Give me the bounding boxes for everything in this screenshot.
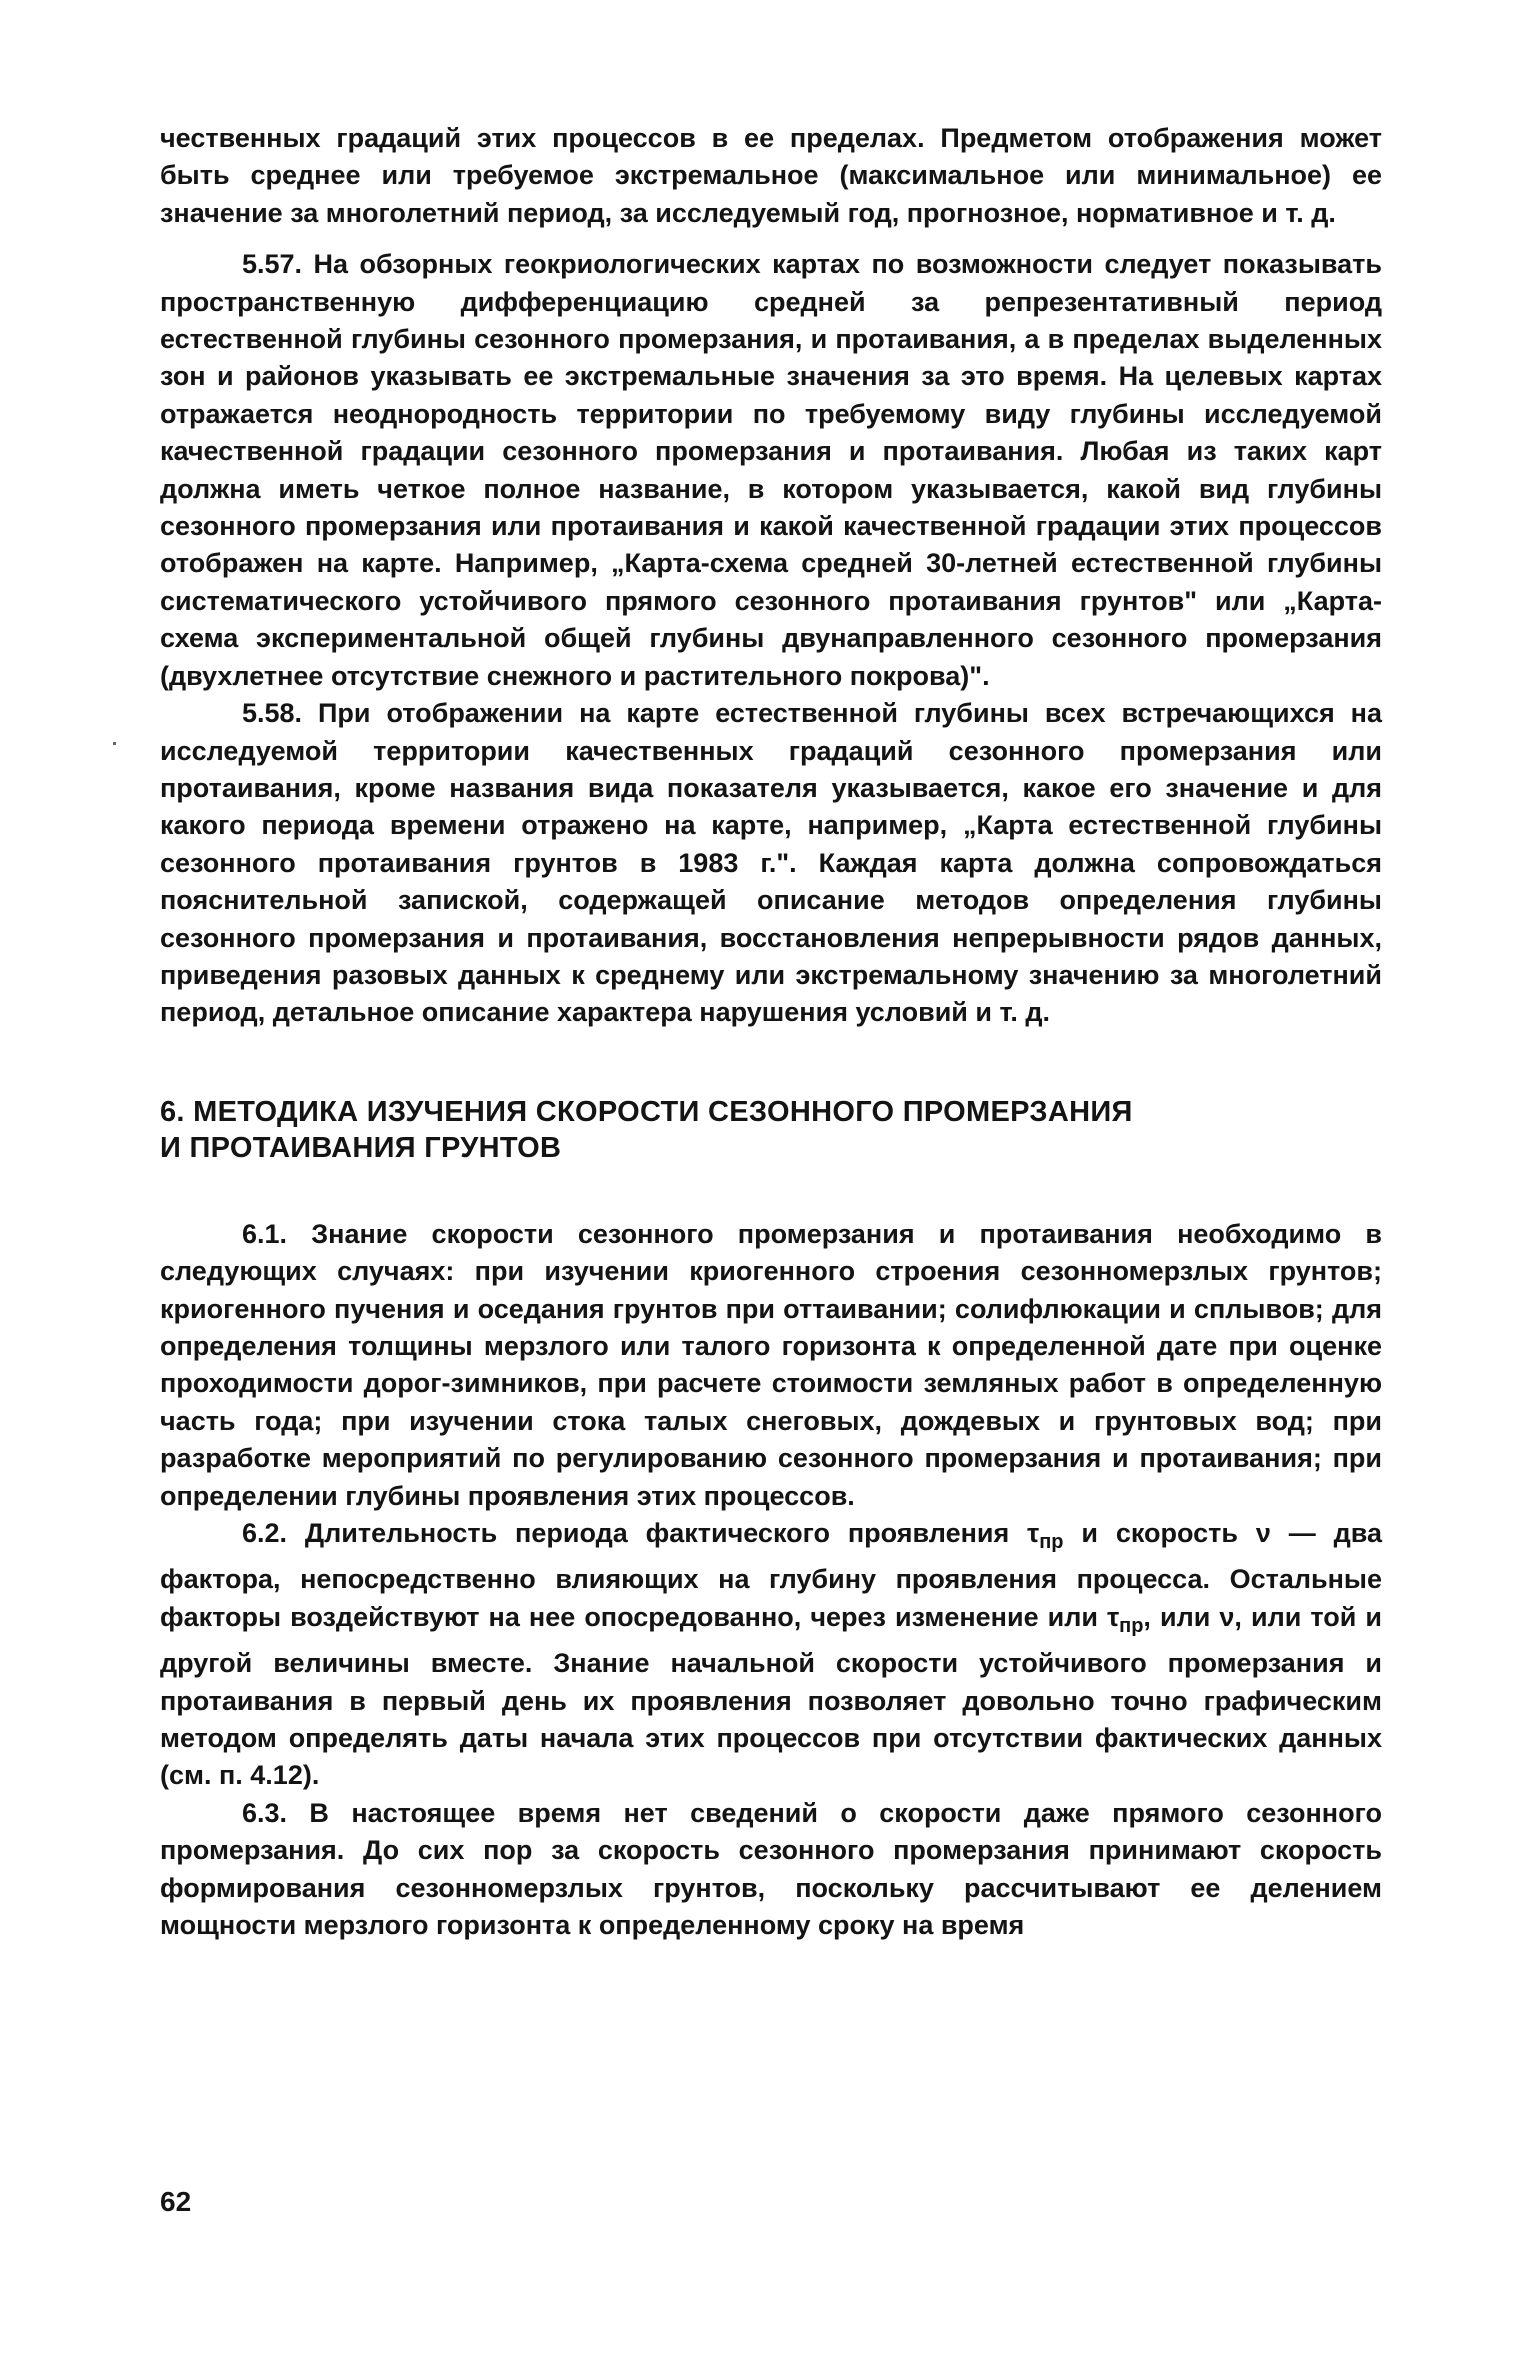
chapter-heading [160, 1094, 1382, 1166]
paragraph-6-3-text: В настоящее время нет сведений о скорости даже прямого сезонного промерзания. До сих пор за скорость сезонного промерзания принимают скорость формирования сезонномерзлых грунтов, поскольку рассчитывают ее делением мощности мерзлого горизонта к определенному сроку на время [160, 1797, 1382, 1941]
paragraph-5-57 [160, 246, 1382, 695]
paragraph-6-2-text-a: Длительность периода фактического проявления τ [287, 1518, 1040, 1548]
paragraph-continuation: чественных градаций этих процессов в ее пределах. Предметом отображения может быть среднее или требуемое экстремальное (максимальное или минимальное) ее значение за многолетний период, за исследуемый год, прогнозное, нормативное и т. д. [160, 123, 1382, 228]
section-number-6-2: 6.2. [242, 1518, 288, 1548]
chapter-heading-line-1: 6. МЕТОДИКА ИЗУЧЕНИЯ СКОРОСТИ СЕЗОННОГО ПРОМЕРЗАНИЯ [160, 1095, 1133, 1128]
page-body [160, 120, 1382, 1944]
subscript-pr-2: пр [1119, 1614, 1144, 1637]
scan-speck [113, 742, 116, 745]
paragraph-5-58 [160, 695, 1382, 1032]
paragraph-6-3 [160, 1795, 1382, 1945]
paragraph-6-2-text-c: , или ν, или той и другой величины вместе. Знание начальной скорости устойчивого промерзания и протаивания в первый день их проявления позволяет довольно точно графическим методом определять даты начала этих процессов при отсутствии фактических данных (см. п. 4.12). [160, 1601, 1382, 1791]
paragraph-6-2 [160, 1515, 1382, 1795]
section-number-5-58: 5.58. [242, 698, 303, 729]
section-number-6-1: 6.1. [242, 1218, 288, 1249]
subscript-pr-1: пр [1039, 1531, 1064, 1553]
section-number-6-3: 6.3. [242, 1797, 288, 1828]
page-number: 62 [160, 2186, 192, 2217]
paragraph-5-57-text: На обзорных геокриологических картах по возможности следует показывать пространственную дифференциацию средней за репрезентативный период естественной глубины сезонного промерзания, и протаивания, а в пределах выделенных зон и районов указывать ее экстремальные значения за это время. На целевых картах отражается неоднородность территории по требуемому виду глубины исследуемой качественной градации сезонного промерзания и протаивания. Любая из таких карт должна иметь четкое полное название, в котором указывается, какой вид глубины сезонного промерзания или протаивания и какой качественной градации этих процессов отображен на карте. Например, „Карта-схема средней 30-летней естественной глубины систематического устойчивого прямого сезонного протаивания грунтов" или „Карта-схема экспериментальной общей глубины двунаправленного сезонного промерзания (двухлетнее отсутствие снежного и растительного покрова)". [160, 249, 1382, 691]
section-number-5-57: 5.57. [242, 249, 303, 280]
paragraph-6-1 [160, 1216, 1382, 1515]
paragraph-5-58-text: При отображении на карте естественной глубины всех встречающихся на исследуемой территории качественных градаций сезонного промерзания или протаивания, кроме названия вида показателя указывается, какое его значение и для какого периода времени отражено на карте, например, „Карта естественной глубины сезонного протаивания грунтов в 1983 г.". Каждая карта должна сопровождаться пояснительной запиской, содержащей описание методов определения глубины сезонного промерзания и протаивания, восстановления непрерывности рядов данных, приведения разовых данных к среднему или экстремальному значению за многолетний период, детальное описание характера нарушения условий и т. д. [160, 698, 1382, 1028]
paragraph-6-2-text-b: и скорость ν — два фактора, непосредственно влияющих на глубину проявления процесса. Остальные факторы воздействуют на нее опосредованно, через изменение или τ [160, 1518, 1382, 1632]
chapter-heading-line-2: И ПРОТАИВАНИЯ ГРУНТОВ [160, 1131, 562, 1164]
paragraph-6-1-text: Знание скорости сезонного промерзания и протаивания необходимо в следующих случаях: при изучении криогенного строения сезонномерзлых грунтов; криогенного пучения и оседания грунтов при оттаивании; солифлюкации и сплывов; для определения толщины мерзлого или талого горизонта к определенной дате при оценке проходимости дорог-зимников, при расчете стоимости земляных работ в определенную часть года; при изучении стока талых снеговых, дождевых и грунтовых вод; при разработке мероприятий по регулированию сезонного промерзания и протаивания; при определении глубины проявления этих процессов. [160, 1218, 1382, 1511]
